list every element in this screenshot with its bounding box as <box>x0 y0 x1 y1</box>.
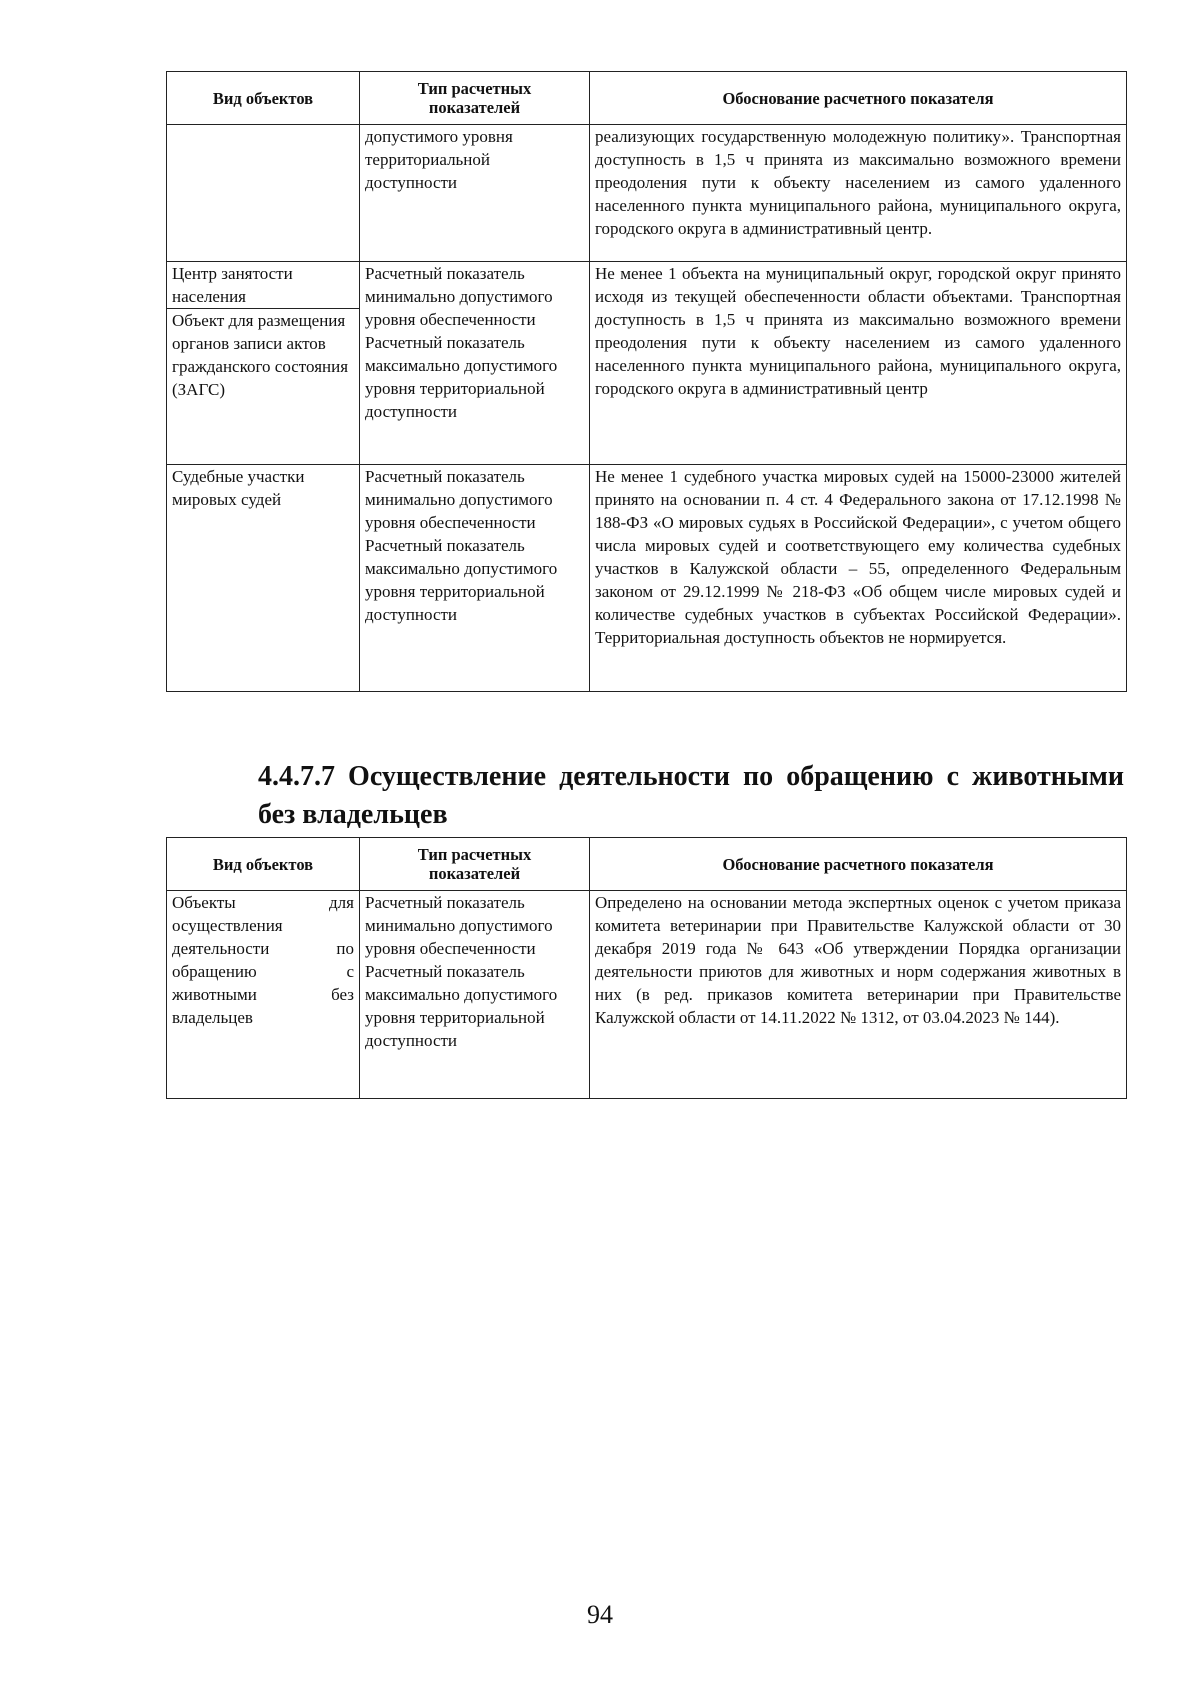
table-calculated-indicators-2 <box>166 837 1127 1099</box>
table-row <box>167 891 1127 1099</box>
cell-justification: Определено на основании метода экспертных оценок с учетом приказа комитета ветеринарии при Правительстве Калужской области от 30 декабря 2019 года № 643 «Об утверждении Порядка организации деятельности приютов для животных и норм содержания животных в них (в ред. приказов комитета ветеринарии при Правительстве Калужской области от 14.11.2022 № 1312, от 03.04.2023 № 144). <box>590 891 1127 1099</box>
cell-justification: Не менее 1 объекта на муниципальный округ, городской округ принято исходя из текущей обеспеченности области объектами. Транспортная доступность в 1,5 ч принята из максимально возможного времени преодоления пути к объекту населением из самого удаленного населенного пункта муниципального района, муниципального округа, городского округа в административный центр <box>590 262 1127 465</box>
cell-indicator-type: Расчетный показатель минимально допустимого уровня обеспеченности Расчетный показатель максимально допустимого уровня территориальной доступности <box>360 465 590 692</box>
header-indicator-type-line2: показателей <box>428 98 521 117</box>
table-header-row <box>167 838 1127 891</box>
cell-object-type-zags: Объект для размещения органов записи актов гражданского состояния (ЗАГС) <box>167 309 360 465</box>
cell-indicator-type: допустимого уровня территориальной доступности <box>360 125 590 262</box>
page-number: 94 <box>587 1600 613 1629</box>
cell-object-type-courts: Судебные участки мировых судей <box>167 465 360 692</box>
section-heading: 4.4.7.7 Осуществление деятельности по обращению с животными без владельцев <box>258 761 1124 830</box>
header-justification: Обоснование расчетного показателя <box>590 72 1127 125</box>
table-row <box>167 465 1127 692</box>
header-indicator-type-line2: показателей <box>428 864 521 883</box>
header-indicator-type-line1: Тип расчетных <box>417 79 532 98</box>
header-justification: Обоснование расчетного показателя <box>590 838 1127 891</box>
header-indicator-type <box>360 838 590 891</box>
cell-justification: Не менее 1 судебного участка мировых судей на 15000-23000 жителей принято на основании п. 4 ст. 4 Федерального закона от 17.12.1998 № 188-ФЗ «О мировых судьях в Российской Федерации», с учетом общего числа мировых судей и соответствующего ему количества судебных участков в Калужской области – 55, определенного Федеральным законом от 29.12.1999 № 218-ФЗ «Об общем числе мировых судей и количестве судебных участков в субъектах Российской Федерации». Территориальная доступность объектов не нормируется. <box>590 465 1127 692</box>
cell-object-type-employment-center: Центр занятости населения <box>167 262 360 309</box>
cell-indicator-type: Расчетный показатель минимально допустимого уровня обеспеченности Расчетный показатель максимально допустимого уровня территориальной доступности <box>360 891 590 1099</box>
header-object-type: Вид объектов <box>167 72 360 125</box>
cell-object-type-animals: Объекты для осуществления деятельности по обращению с животными без владельцев <box>167 891 360 1099</box>
table-row <box>167 125 1127 262</box>
cell-justification: реализующих государственную молодежную политику». Транспортная доступность в 1,5 ч принята из максимально возможного времени преодоления пути к объекту населением из самого удаленного населенного пункта муниципального района, муниципального округа, городского округа в административный центр. <box>590 125 1127 262</box>
cell-indicator-type: Расчетный показатель минимально допустимого уровня обеспеченности Расчетный показатель максимально допустимого уровня территориальной доступности <box>360 262 590 465</box>
table-calculated-indicators-1 <box>166 71 1127 692</box>
header-indicator-type <box>360 72 590 125</box>
cell-object-type <box>167 125 360 262</box>
table-header-row <box>167 72 1127 125</box>
table-row <box>167 262 1127 309</box>
header-object-type: Вид объектов <box>167 838 360 891</box>
header-indicator-type-line1: Тип расчетных <box>417 845 532 864</box>
